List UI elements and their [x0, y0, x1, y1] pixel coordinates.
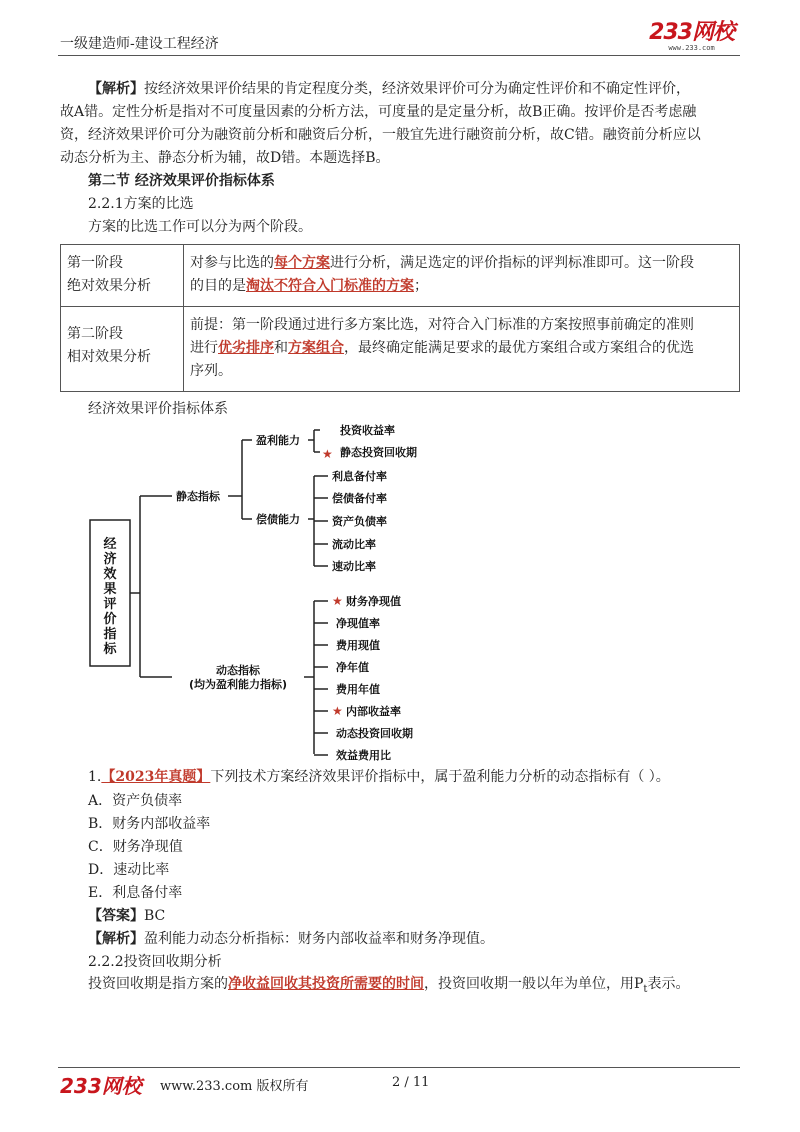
root-char: 评 — [103, 597, 117, 612]
analysis1-line2: 故A错。定性分析是指对不可度量因素的分析方法，可度量的是定量分析，故B正确。按评价是否考虑融 — [60, 104, 697, 120]
leaf-node: 净年值 — [336, 661, 369, 674]
footer-divider — [58, 1067, 740, 1068]
leaf-node: 净现值率 — [336, 617, 380, 630]
stage-desc-cell: 前提：第一阶段通过进行多方案比选，对符合入门标准的方案按照事前确定的准则 进行优劣排序和方案组合，最终确定能满足要求的最优方案组合或方案组合的优选 序列。 — [184, 307, 740, 392]
leaf-node: 利息备付率 — [332, 470, 387, 483]
section-title: 第二节 经济效果评价指标体系 — [88, 173, 275, 189]
root-char: 标 — [103, 642, 117, 657]
dynamic-note: (均为盈利能力指标) — [188, 678, 288, 691]
leaf-node: 费用年值 — [336, 683, 380, 696]
subsection-title: 2.2.1方案的比选 — [88, 196, 194, 212]
subsection2-title: 2.2.2投资回收期分析 — [88, 954, 222, 970]
footer-site: www.233.com 版权所有 — [160, 1079, 309, 1094]
leaf-node: 动态投资回收期 — [336, 727, 413, 740]
star-icon: ★ — [332, 594, 343, 608]
stage-table — [60, 244, 740, 392]
stage-desc-cell: 对参与比选的每个方案进行分析，满足选定的评价指标的评判标准即可。这一阶段 的目的是淘汰不符合入门标准的方案； — [184, 245, 740, 307]
leaf-node: 流动比率 — [332, 538, 376, 551]
solvency-node: 偿债能力 — [256, 513, 300, 526]
root-char: 果 — [103, 582, 117, 597]
stage-cell: 第一阶段 绝对效果分析 — [61, 245, 184, 307]
brand-logo — [649, 22, 734, 52]
root-char: 价 — [103, 612, 117, 627]
root-char: 济 — [103, 552, 117, 567]
static-node: 静态指标 — [176, 490, 220, 503]
leaf-node: 效益费用比 — [336, 749, 391, 762]
question-stem: 1.【2023年真题】下列技术方案经济效果评价指标中，属于盈利能力分析的动态指标有（ ）。 — [88, 769, 670, 785]
profit-node: 盈利能力 — [256, 434, 300, 447]
diagram-title: 经济效果评价指标体系 — [88, 401, 228, 417]
table-row — [61, 245, 740, 307]
stage-cell: 第二阶段 相对效果分析 — [61, 307, 184, 392]
leaf-node: 偿债备付率 — [332, 492, 387, 505]
header-divider — [58, 55, 740, 56]
root-char: 效 — [103, 567, 117, 582]
option-c: C．财务净现值 — [88, 839, 183, 855]
logo-url: www.233.com — [668, 44, 715, 52]
leaf-node: 费用现值 — [336, 639, 380, 652]
option-e: E．利息备付率 — [88, 885, 183, 901]
footer-logo: 233网校 — [60, 1074, 142, 1098]
option-d: D．速动比率 — [88, 862, 170, 878]
analysis1-line1: 【解析】按经济效果评价结果的肯定程度分类，经济效果评价可分为确定性评价和不确定性评价， — [88, 81, 690, 97]
leaf-node: 财务净现值 — [346, 595, 401, 608]
indicator-tree — [80, 420, 540, 762]
option-b: B．财务内部收益率 — [88, 816, 211, 832]
answer-line: 【答案】BC — [88, 908, 166, 924]
table-row — [61, 307, 740, 392]
logo-text: 233网校 — [649, 20, 734, 45]
leaf-node: 投资收益率 — [340, 424, 395, 437]
leaf-node: 速动比率 — [332, 560, 376, 573]
star-icon: ★ — [322, 447, 333, 461]
dynamic-node: 动态指标 — [216, 664, 260, 677]
analysis2-line: 【解析】盈利能力动态分析指标：财务内部收益率和财务净现值。 — [88, 931, 494, 947]
header-title: 一级建造师-建设工程经济 — [60, 36, 219, 52]
analysis1-line3: 资，经济效果评价可分为融资前分析和融资后分析，一般宜先进行融资前分析，故C错。融资前分析应以 — [60, 127, 701, 143]
intro-text: 方案的比选工作可以分为两个阶段。 — [88, 219, 312, 235]
page-number: 2 / 11 — [392, 1075, 430, 1090]
root-char: 指 — [103, 627, 117, 642]
analysis1-line4: 动态分析为主、静态分析为辅，故D错。本题选择B。 — [60, 150, 390, 166]
root-char: 经 — [103, 537, 117, 552]
payback-text: 投资回收期是指方案的净收益回收其投资所需要的时间，投资回收期一般以年为单位，用$P_t$表示。 — [88, 976, 690, 995]
leaf-node: 内部收益率 — [346, 705, 401, 718]
leaf-node: 资产负债率 — [332, 515, 387, 528]
star-icon: ★ — [332, 704, 343, 718]
option-a: A．资产负债率 — [88, 793, 183, 809]
leaf-node: 静态投资回收期 — [340, 446, 417, 459]
